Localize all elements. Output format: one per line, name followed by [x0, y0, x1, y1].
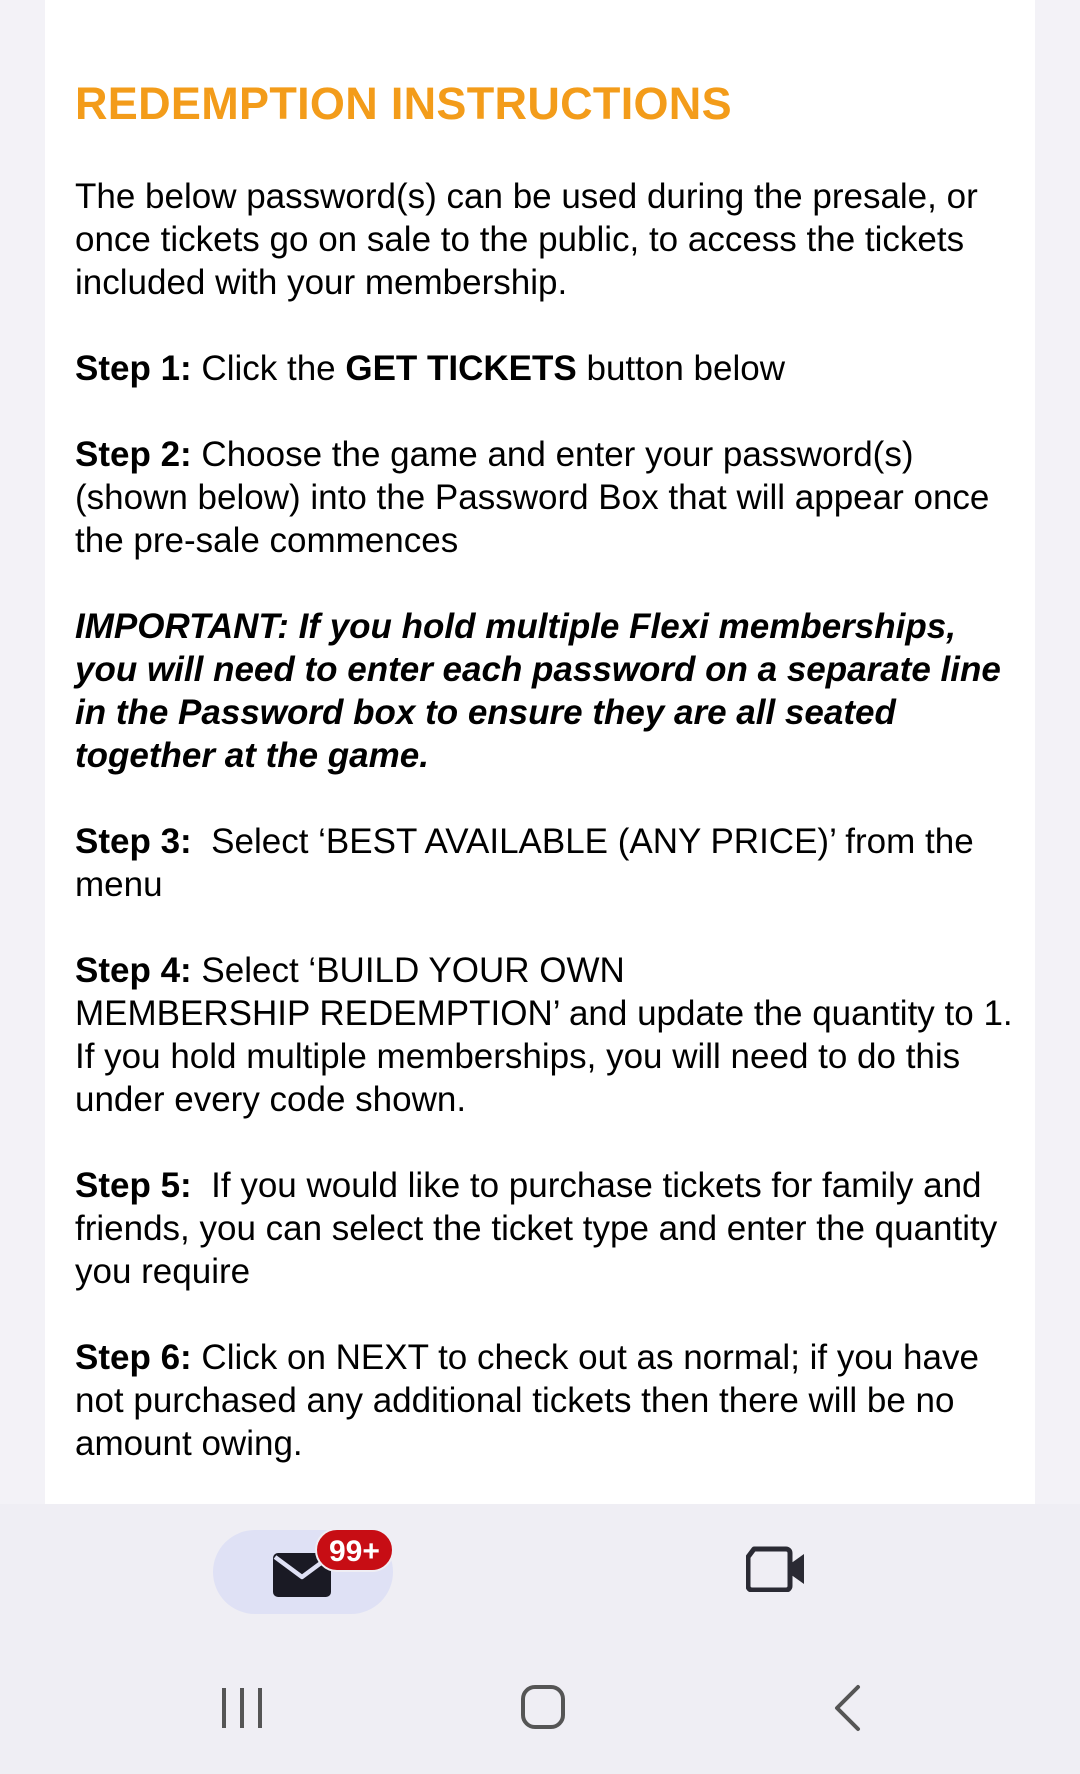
step-2-text: Choose the game and enter your password(s) (shown below) into the Password Box that will appear once the pre-sale commences — [75, 435, 990, 560]
step-3 — [75, 820, 1015, 906]
step-4-line1: Select ‘BUILD YOUR OWN — [191, 951, 625, 990]
step-3-text: Select ‘BEST AVAILABLE (ANY PRICE)’ from the menu — [75, 822, 984, 904]
unread-count-badge: 99+ — [315, 1528, 394, 1572]
back-icon[interactable] — [832, 1684, 862, 1732]
step-4-label: Step 4: — [75, 951, 192, 990]
system-navigation-bar — [0, 1614, 1080, 1774]
video-camera-icon[interactable] — [746, 1546, 808, 1592]
step-1-label: Step 1: — [75, 349, 192, 388]
mail-tab-button[interactable] — [213, 1530, 393, 1614]
email-heading: REDEMPTION INSTRUCTIONS — [75, 78, 732, 129]
step-3-label: Step 3: — [75, 822, 192, 861]
step-6 — [75, 1336, 1015, 1465]
important-note: IMPORTANT: If you hold multiple Flexi memberships, you will need to enter each password on a separate line in the Password box to ensure they are all seated together at the game. — [75, 607, 1001, 775]
step-5-label: Step 5: — [75, 1166, 192, 1205]
email-content — [75, 78, 1015, 1465]
step-1 — [75, 347, 1015, 390]
step-2-label: Step 2: — [75, 435, 192, 474]
step-1-bold: GET TICKETS — [345, 349, 577, 388]
step-6-label: Step 6: — [75, 1338, 192, 1377]
step-1-pre: Click the — [191, 349, 346, 388]
step-4 — [75, 949, 1015, 1121]
step-5-text: If you would like to purchase tickets for family and friends, you can select the ticket type and enter the quantity you require — [75, 1166, 1007, 1291]
bottom-nav-bar — [0, 1504, 1080, 1614]
step-1-post: button below — [576, 349, 785, 388]
email-body — [45, 0, 1035, 1504]
step-4-text: MEMBERSHIP REDEMPTION’ and update the quantity to 1. If you hold multiple memberships, you will need to do this under every code shown. — [75, 994, 1013, 1119]
recent-apps-icon[interactable] — [220, 1686, 264, 1730]
step-6-text: Click on NEXT to check out as normal; if you have not purchased any additional tickets then there will be no amount owing. — [75, 1338, 979, 1463]
step-5 — [75, 1164, 1015, 1293]
step-2 — [75, 433, 1015, 562]
home-icon[interactable] — [520, 1684, 566, 1730]
intro-paragraph: The below password(s) can be used during the presale, or once tickets go on sale to the public, to access the tickets included with your membership. — [75, 177, 978, 302]
